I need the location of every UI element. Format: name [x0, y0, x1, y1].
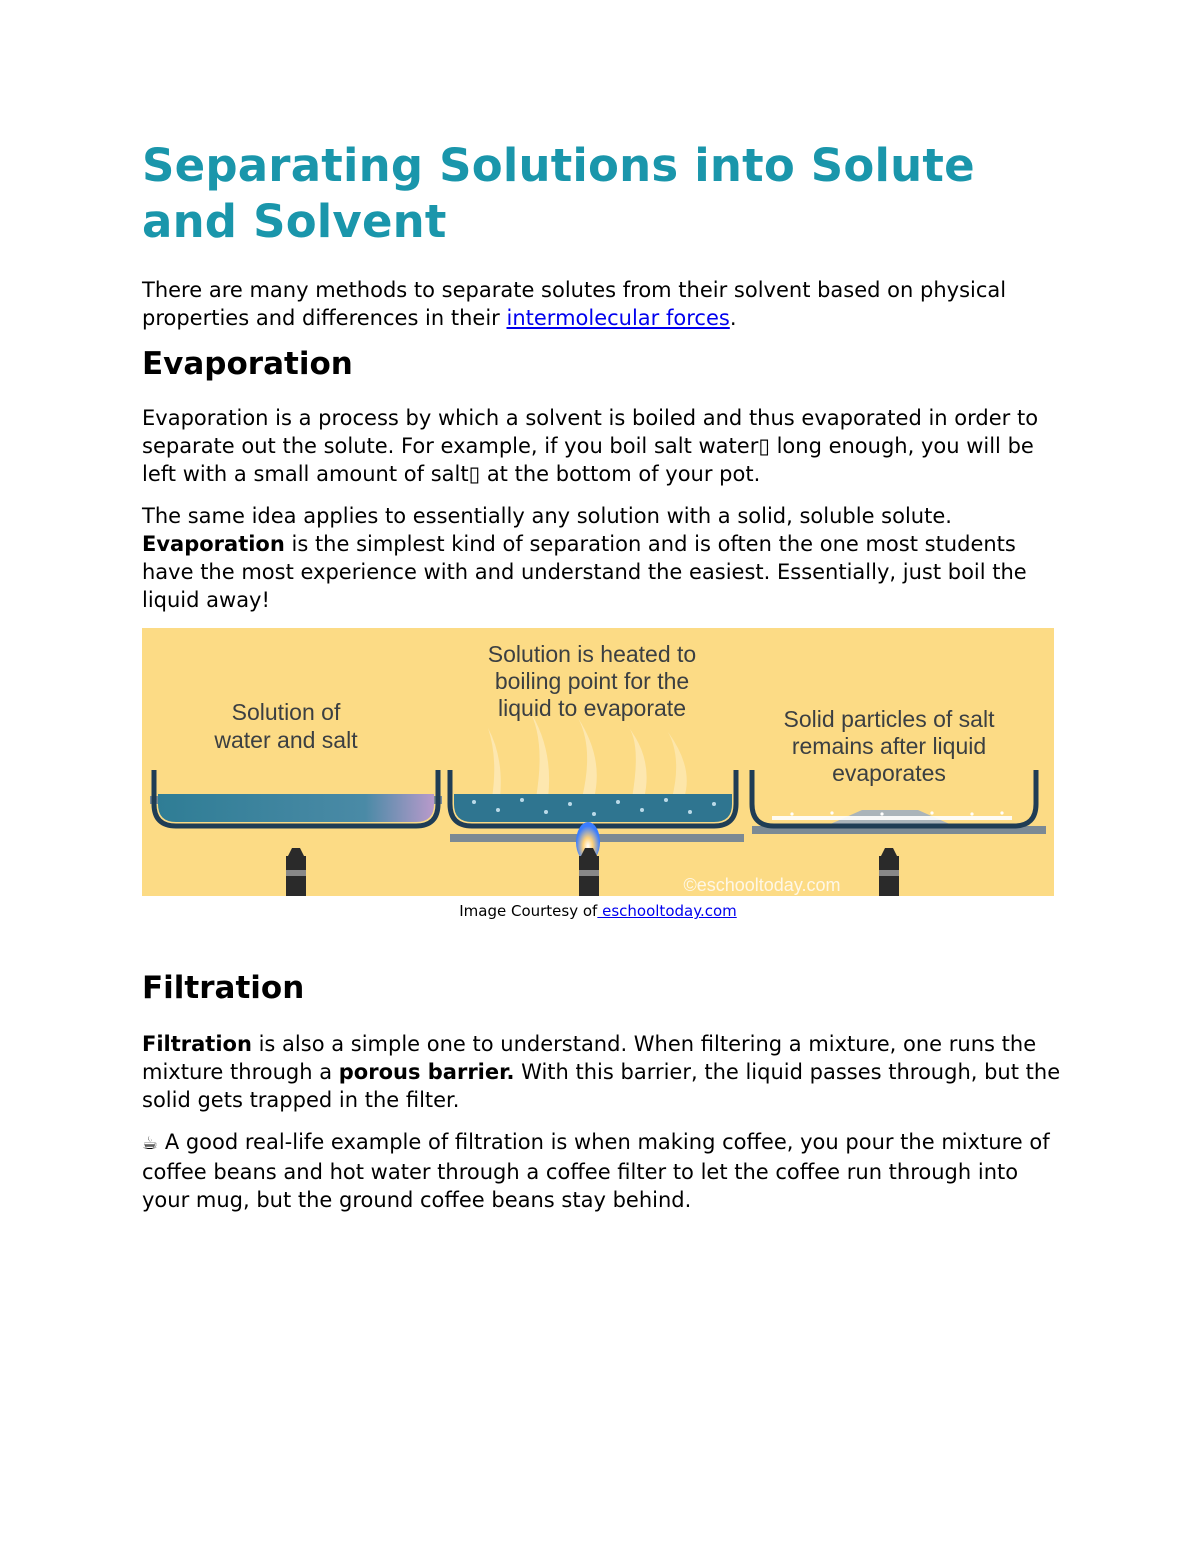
intermolecular-forces-link[interactable]: intermolecular forces	[506, 306, 730, 330]
missing-glyph-icon: ▯	[468, 462, 481, 486]
intro-end: .	[729, 306, 737, 330]
document-page	[142, 138, 1062, 614]
burner-2	[579, 848, 599, 896]
evaporation-paragraph-2	[142, 502, 1062, 614]
filtration-bold: Filtration	[142, 1032, 252, 1056]
evaporation-paragraph-1	[142, 404, 1062, 488]
filt-p2: A good real-life example of filtration is when making coffee, you pour the mixture of coffee beans and hot water through a coffee filter to let the coffee run through into your mug, but the ground coffee beans stay behind.	[142, 1130, 1050, 1212]
evap-p1-b: long enough, you will be left with a small amount of salt	[142, 434, 1034, 486]
filtration-heading: Filtration	[142, 970, 305, 1006]
intro-text: There are many methods to separate solutes from their solvent based on physical properties and differences in their	[142, 278, 1007, 330]
evap-p2-b: is the simplest kind of separation and is often the one most students have the most experience with and understand the easiest. Essentially, just boil the liquid away!	[142, 532, 1027, 612]
coffee-icon: ☕	[142, 1133, 159, 1154]
page-title: Separating Solutions into Solute and Solvent	[142, 139, 975, 248]
burner-3	[879, 848, 899, 896]
intro-paragraph	[142, 276, 1062, 332]
missing-glyph-icon: ▯	[758, 434, 770, 458]
label-solid-2: remains after liquid	[791, 733, 987, 759]
evap-p2-a: The same idea applies to essentially any solution with a solid, soluble solute.	[142, 504, 952, 528]
burner-1	[286, 848, 306, 896]
label-solution-2: water and salt	[214, 727, 358, 753]
filtration-section	[142, 968, 1062, 1214]
filtration-paragraph-2	[142, 1128, 1062, 1214]
evaporation-illustration	[142, 628, 1054, 896]
label-solid-3: evaporates	[832, 760, 946, 786]
label-heated-1: Solution is heated to	[487, 641, 697, 667]
filt-p1-b: With this barrier, the liquid passes through, but the solid gets trapped in the filter.	[142, 1060, 1061, 1112]
evap-p1-c: at the bottom of your pot.	[480, 462, 761, 486]
watermark: ©eschooltoday.com	[683, 875, 841, 895]
evap-p2-bold: Evaporation	[142, 532, 285, 556]
caption-text: Image Courtesy of	[459, 902, 598, 920]
evap-p1-a: Evaporation is a process by which a solvent is boiled and thus evaporated in order to separate out the solute. For example, if you boil salt water	[142, 406, 1039, 458]
evaporation-heading: Evaporation	[142, 346, 353, 382]
label-solution: Solution of	[231, 699, 341, 725]
eschooltoday-link[interactable]: eschooltoday.com	[597, 902, 737, 920]
filtration-paragraph-1	[142, 1030, 1062, 1114]
label-heated-2: boiling point for the	[494, 668, 690, 694]
image-caption	[142, 901, 1054, 921]
porous-barrier-bold: porous barrier.	[338, 1060, 515, 1084]
label-heated-3: liquid to evaporate	[498, 695, 686, 721]
evaporation-diagram	[142, 628, 1054, 896]
label-solid-1: Solid particles of salt	[783, 706, 995, 732]
filt-p1-a: is also a simple one to understand. When filtering a mixture, one runs the mixture through a	[142, 1032, 1037, 1084]
